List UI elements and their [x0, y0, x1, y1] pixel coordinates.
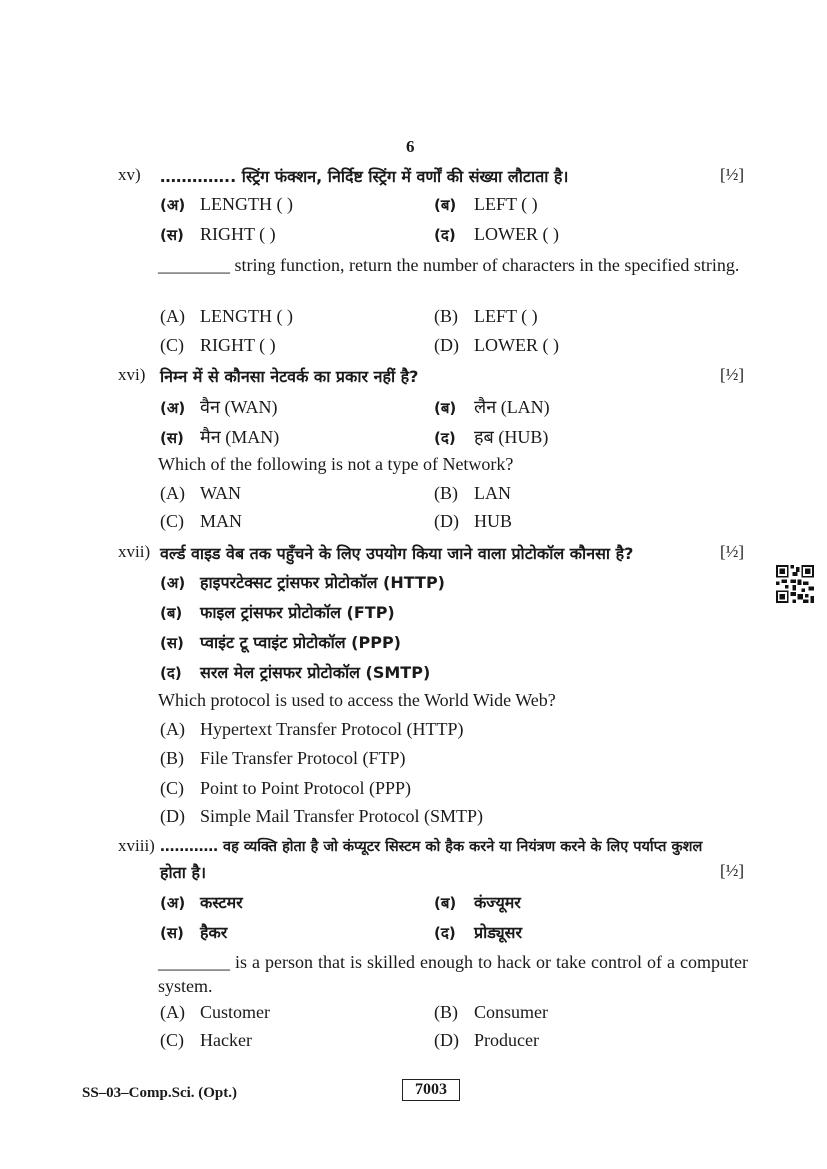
option-hindi-b: (ब) LEFT ( ) [434, 194, 538, 214]
marks: [½] [720, 542, 745, 561]
option-english-c: (C) RIGHT ( ) [160, 335, 276, 355]
option-hindi-a: (अ) कस्टमर [160, 893, 243, 912]
option-english-b: (B) LAN [434, 483, 511, 503]
option-english-b: (B) File Transfer Protocol (FTP) [160, 748, 406, 768]
option-english-b: (B) LEFT ( ) [434, 306, 538, 326]
question-hindi: निम्न में से कौनसा नेटवर्क का प्रकार नहीं है? [160, 367, 419, 386]
question-hindi: वर्ल्ड वाइड वेब तक पहुँचने के लिए उपयोग किया जाने वाला प्रोटोकॉल कौनसा है? [160, 544, 634, 563]
question-english: ________ string function, return the number of characters in the specified string. [158, 255, 740, 275]
option-english-d: (D) LOWER ( ) [434, 335, 559, 355]
marks: [½] [720, 861, 745, 880]
option-english-c: (C) Hacker [160, 1030, 252, 1050]
option-english-a: (A) Hypertext Transfer Protocol (HTTP) [160, 719, 464, 739]
qr-code-icon [776, 565, 814, 603]
option-hindi-d: (द) हब (HUB) [434, 427, 549, 447]
option-english-b: (B) Consumer [434, 1002, 548, 1022]
question-number: xviii) [118, 836, 155, 855]
option-english-d: (D) Simple Mail Transfer Protocol (SMTP) [160, 806, 484, 826]
question-english: ________ is a person that is skilled enough to hack or take control of a computer system. [158, 952, 748, 996]
option-english-d: (D) HUB [434, 511, 513, 531]
marks: [½] [720, 165, 745, 184]
option-hindi-b: (ब) लैन (LAN) [434, 397, 550, 417]
page-number: 6 [406, 137, 415, 156]
option-english-a: (A) LENGTH ( ) [160, 306, 293, 326]
question-number: xvi) [118, 365, 146, 384]
marks: [½] [720, 365, 745, 384]
footer-exam-code: SS–03–Comp.Sci. (Opt.) [82, 1085, 238, 1101]
option-hindi-c: (स) हैकर [160, 923, 228, 942]
question-number: xvii) [118, 542, 151, 561]
option-hindi-a: (अ) LENGTH ( ) [160, 194, 293, 214]
question-hindi-line1: ………… वह व्यक्ति होता है जो कंप्यूटर सिस्टम को हैक करने या नियंत्रण करने के लिए पर्याप्त कुशल [160, 839, 703, 855]
option-hindi-c: (स) मैन (MAN) [160, 427, 280, 447]
question-english: Which of the following is not a type of Network? [158, 454, 514, 474]
option-english-c: (C) Point to Point Protocol (PPP) [160, 778, 412, 798]
option-english-d: (D) Producer [434, 1030, 539, 1050]
option-english-a: (A) Customer [160, 1002, 270, 1022]
question-hindi-line2: होता है। [160, 863, 207, 882]
option-hindi-d: (द) LOWER ( ) [434, 224, 559, 244]
question-english: Which protocol is used to access the World Wide Web? [158, 690, 556, 710]
option-english-a: (A) WAN [160, 483, 241, 503]
option-hindi-d: (द) सरल मेल ट्रांसफर प्रोटोकॉल (SMTP) [160, 663, 431, 682]
option-english-c: (C) MAN [160, 511, 243, 531]
option-hindi-a: (अ) हाइपरटेक्सट ट्रांसफर प्रोटोकॉल (HTTP) [160, 573, 445, 592]
option-hindi-c: (स) प्वाइंट टू प्वाइंट प्रोटोकॉल (PPP) [160, 633, 401, 652]
option-hindi-d: (द) प्रोड्यूसर [434, 923, 523, 942]
option-hindi-c: (स) RIGHT ( ) [160, 224, 276, 244]
option-hindi-b: (ब) फाइल ट्रांसफर प्रोटोकॉल (FTP) [160, 603, 395, 622]
footer-paper-number: 7003 [402, 1079, 460, 1101]
option-hindi-a: (अ) वैन (WAN) [160, 397, 278, 417]
question-number: xv) [118, 165, 141, 184]
question-hindi: ………….. स्ट्रिंग फंक्शन, निर्दिष्ट स्ट्रिंग में वर्णों की संख्या लौटाता है। [160, 167, 569, 186]
option-hindi-b: (ब) कंज्यूमर [434, 893, 521, 912]
